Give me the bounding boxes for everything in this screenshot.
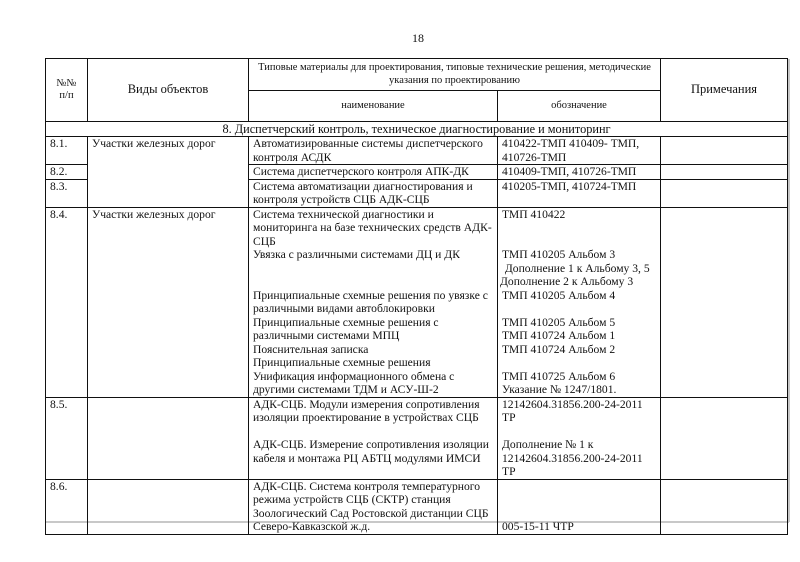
row-name: Система автоматизации диагностирования и контроля устройств СЦБ АДК-СЦБ [249, 179, 498, 207]
standards-table [45, 58, 788, 535]
row-number: 8.4. [46, 207, 88, 397]
row-notes [661, 179, 788, 207]
row-name: Автоматизированные системы диспетчерского контроля АСДК [249, 137, 498, 165]
header-name: наименование [249, 91, 498, 122]
table-row [46, 137, 788, 165]
row-object [88, 397, 249, 479]
row-name: АДК-СЦБ. Модули измерения сопротивления изоляции проектирование в устройствах СЦБ АДК-СЦБ. Измерение сопротивления изоляции кабеля и монтажа РЦ АБТЦ модулями ИМСИ [249, 397, 498, 479]
table-row [46, 207, 788, 397]
header-notes: Примечания [661, 59, 788, 122]
row-name: АДК-СЦБ. Система контроля температурного режима устройств СЦБ (СКТР) станция Зоологический Сад Ростовской дистанции СЦБ Северо-Кавказской ж.д. [249, 479, 498, 534]
row-notes [661, 137, 788, 165]
table-row [46, 397, 788, 479]
section-title: 8. Диспетчерский контроль, техническое диагностирование и мониторинг [46, 122, 788, 137]
row-name: Система технической диагностики и мониторинга на базе технических средств АДК- СЦБ Увязка с различными системами ДЦ и ДК Принципиальные схемные решения по увязке с различными видами автоблокировки Принципиальные схемные решения с различными системами МПЦ Пояснительная записка Принципиальные схемные решения Унификация информационного обмена с другими системами ТДМ и АСУ-Ш-2 [249, 207, 498, 397]
row-number: 8.3. [46, 179, 88, 207]
row-object: Участки железных дорог [88, 207, 249, 397]
row-designation: 12142604.31856.200-24-2011 ТР Дополнение № 1 к 12142604.31856.200-24-2011 ТР [498, 397, 661, 479]
table-row [46, 479, 788, 534]
row-notes [661, 397, 788, 479]
row-designation: 410409-ТМП, 410726-ТМП [498, 165, 661, 180]
row-number: 8.6. [46, 479, 88, 534]
row-designation: 005-15-11 ЧТР [498, 479, 661, 534]
row-number: 8.5. [46, 397, 88, 479]
row-notes [661, 165, 788, 180]
page-number: 18 [412, 31, 424, 45]
row-name: Система диспетчерского контроля АПК-ДК [249, 165, 498, 180]
row-object: Участки железных дорог [88, 137, 249, 208]
row-notes [661, 479, 788, 534]
row-number: 8.2. [46, 165, 88, 180]
row-number: 8.1. [46, 137, 88, 165]
row-designation: ТМП 410422 ТМП 410205 Альбом 3 Дополнение 1 к Альбому 3, 5 Дополнение 2 к Альбому 3 ТМП 410205 Альбом 4 ТМП 410205 Альбом 5 ТМП 410724 Альбом 1 ТМП 410724 Альбом 2 ТМП 410725 Альбом 6 Указание № 1247/1801. [498, 207, 661, 397]
header-designation: обозначение [498, 91, 661, 122]
table-shadow-right [788, 59, 790, 522]
row-designation: 410422-ТМП 410409- ТМП, 410726-ТМП [498, 137, 661, 165]
row-designation: 410205-ТМП, 410724-ТМП [498, 179, 661, 207]
row-object [88, 479, 249, 534]
header-object-types: Виды объектов [88, 59, 249, 122]
header-materials: Типовые материалы для проектирования, типовые технические решения, методические указания по проектированию [249, 59, 661, 91]
header-number: №№ п/п [46, 59, 88, 122]
row-notes [661, 207, 788, 397]
